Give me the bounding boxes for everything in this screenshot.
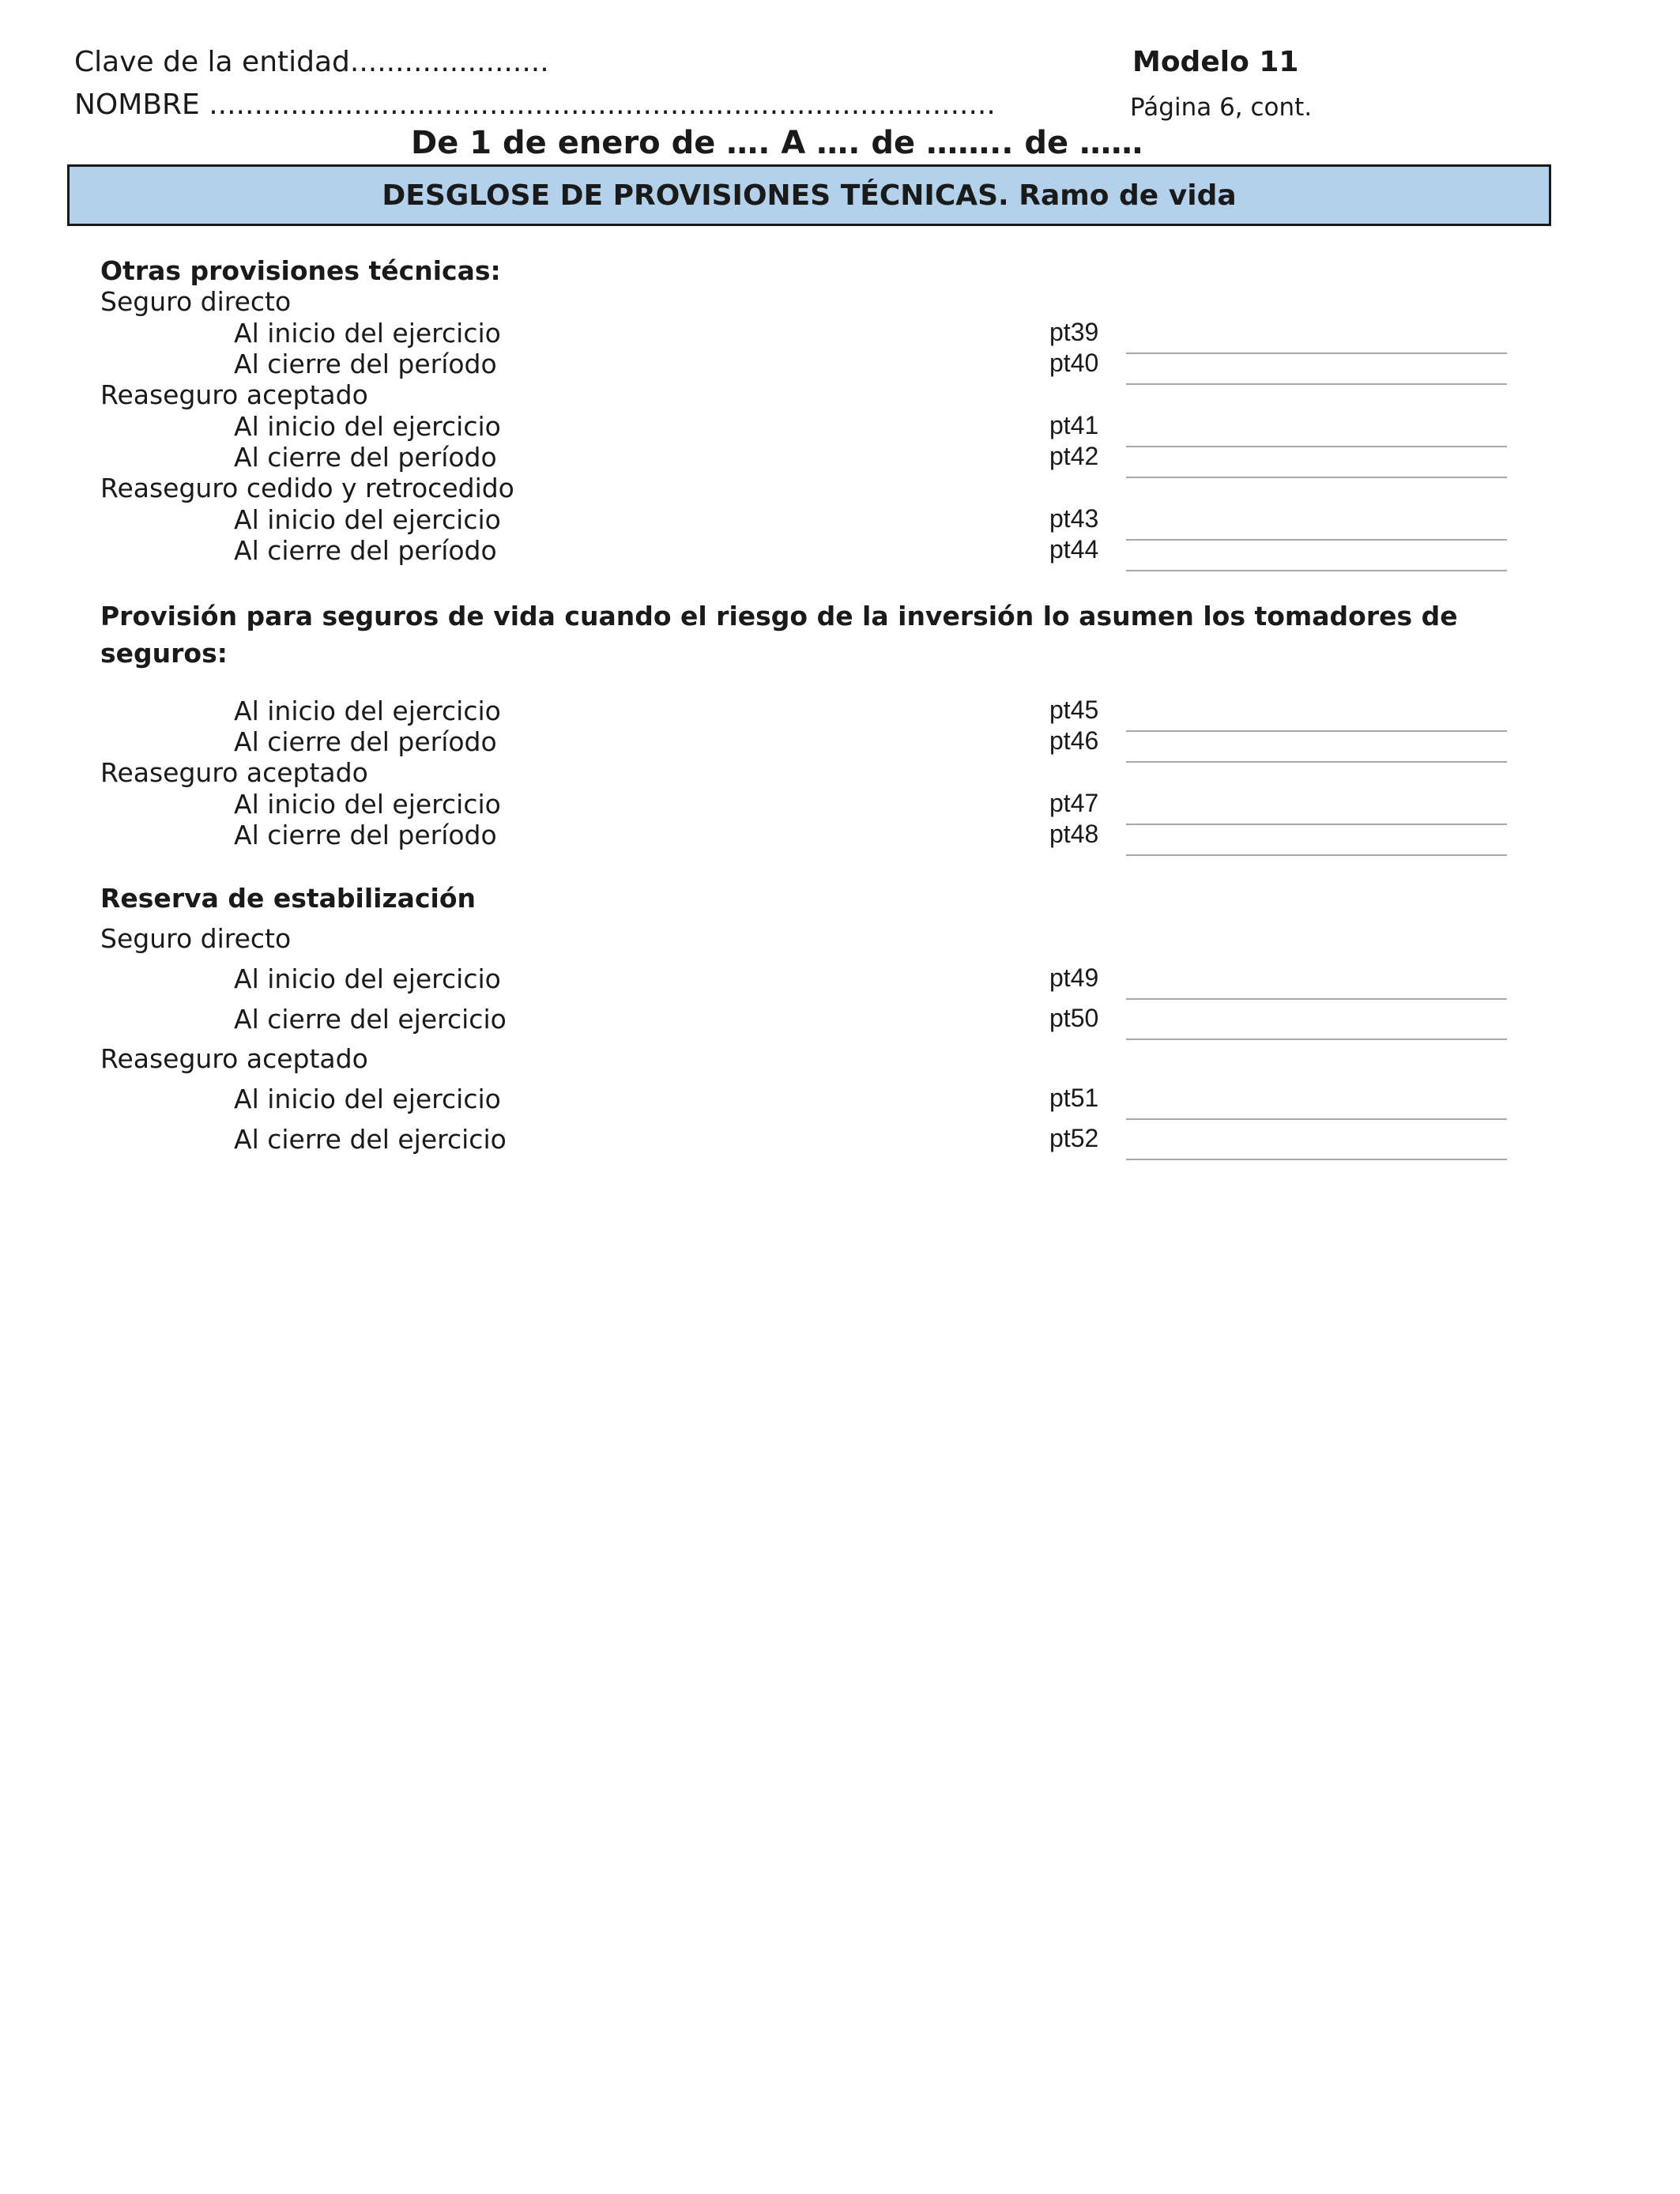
- page-title: DESGLOSE DE PROVISIONES TÉCNICAS. Ramo de vida: [67, 164, 1551, 226]
- amount-field[interactable]: [1126, 352, 1507, 354]
- group-label: Reaseguro aceptado: [100, 379, 368, 410]
- group-label: Reaseguro aceptado: [100, 757, 368, 788]
- row-label: Al inicio del ejercicio: [234, 963, 501, 994]
- row-label: Al inicio del ejercicio: [234, 318, 501, 349]
- amount-field[interactable]: [1126, 824, 1507, 825]
- field-code: pt41: [1049, 411, 1099, 439]
- row-label: Al cierre del período: [234, 726, 497, 757]
- row-label: Al inicio del ejercicio: [234, 789, 501, 820]
- field-code: pt39: [1049, 318, 1099, 346]
- field-code: pt47: [1049, 789, 1099, 817]
- section-heading: Provisión para seguros de vida cuando el riesgo de la inversión lo asumen los tomadores de seguros:: [100, 601, 1458, 669]
- amount-field[interactable]: [1126, 446, 1507, 447]
- amount-field[interactable]: [1126, 477, 1507, 478]
- field-code: pt50: [1049, 1004, 1099, 1032]
- field-code: pt48: [1049, 820, 1099, 848]
- field-code: pt52: [1049, 1124, 1099, 1152]
- amount-field[interactable]: [1126, 998, 1507, 1000]
- group-label: Seguro directo: [100, 286, 292, 317]
- amount-field[interactable]: [1126, 1159, 1507, 1160]
- field-code: pt45: [1049, 696, 1099, 724]
- row-label: Al cierre del ejercicio: [234, 1124, 507, 1155]
- section-heading: Reserva de estabilización: [100, 883, 476, 914]
- row-label: Al inicio del ejercicio: [234, 696, 501, 726]
- row-label: Al cierre del período: [234, 820, 497, 850]
- section-heading: Otras provisiones técnicas:: [100, 255, 501, 286]
- amount-field[interactable]: [1126, 383, 1507, 385]
- field-code: pt49: [1049, 963, 1099, 992]
- field-code: pt40: [1049, 349, 1099, 377]
- clave-entidad: Clave de la entidad......................: [74, 46, 549, 78]
- group-label: Reaseguro aceptado: [100, 1043, 368, 1074]
- amount-field[interactable]: [1126, 730, 1507, 732]
- field-code: pt51: [1049, 1084, 1099, 1112]
- group-label: Reaseguro cedido y retrocedido: [100, 473, 514, 503]
- row-label: Al inicio del ejercicio: [234, 411, 501, 442]
- field-code: pt44: [1049, 535, 1099, 564]
- amount-field[interactable]: [1126, 1039, 1507, 1040]
- row-label: Al inicio del ejercicio: [234, 1084, 501, 1114]
- amount-field[interactable]: [1126, 539, 1507, 541]
- amount-field[interactable]: [1126, 570, 1507, 571]
- row-label: Al cierre del período: [234, 349, 497, 379]
- row-label: Al inicio del ejercicio: [234, 504, 501, 535]
- page-number: Página 6, cont.: [1130, 93, 1313, 122]
- group-label: Seguro directo: [100, 923, 292, 954]
- field-code: pt46: [1049, 726, 1099, 755]
- row-label: Al cierre del período: [234, 535, 497, 566]
- amount-field[interactable]: [1126, 761, 1507, 763]
- field-code: pt42: [1049, 442, 1099, 470]
- field-code: pt43: [1049, 504, 1099, 533]
- row-label: Al cierre del período: [234, 442, 497, 473]
- amount-field[interactable]: [1126, 1118, 1507, 1120]
- period-line: De 1 de enero de …. A …. de …….. de ……: [411, 125, 1143, 161]
- nombre-entidad: NOMBRE .......................................................................................: [74, 89, 996, 121]
- row-label: Al cierre del ejercicio: [234, 1004, 507, 1035]
- modelo-label: Modelo 11: [1132, 46, 1299, 78]
- amount-field[interactable]: [1126, 854, 1507, 856]
